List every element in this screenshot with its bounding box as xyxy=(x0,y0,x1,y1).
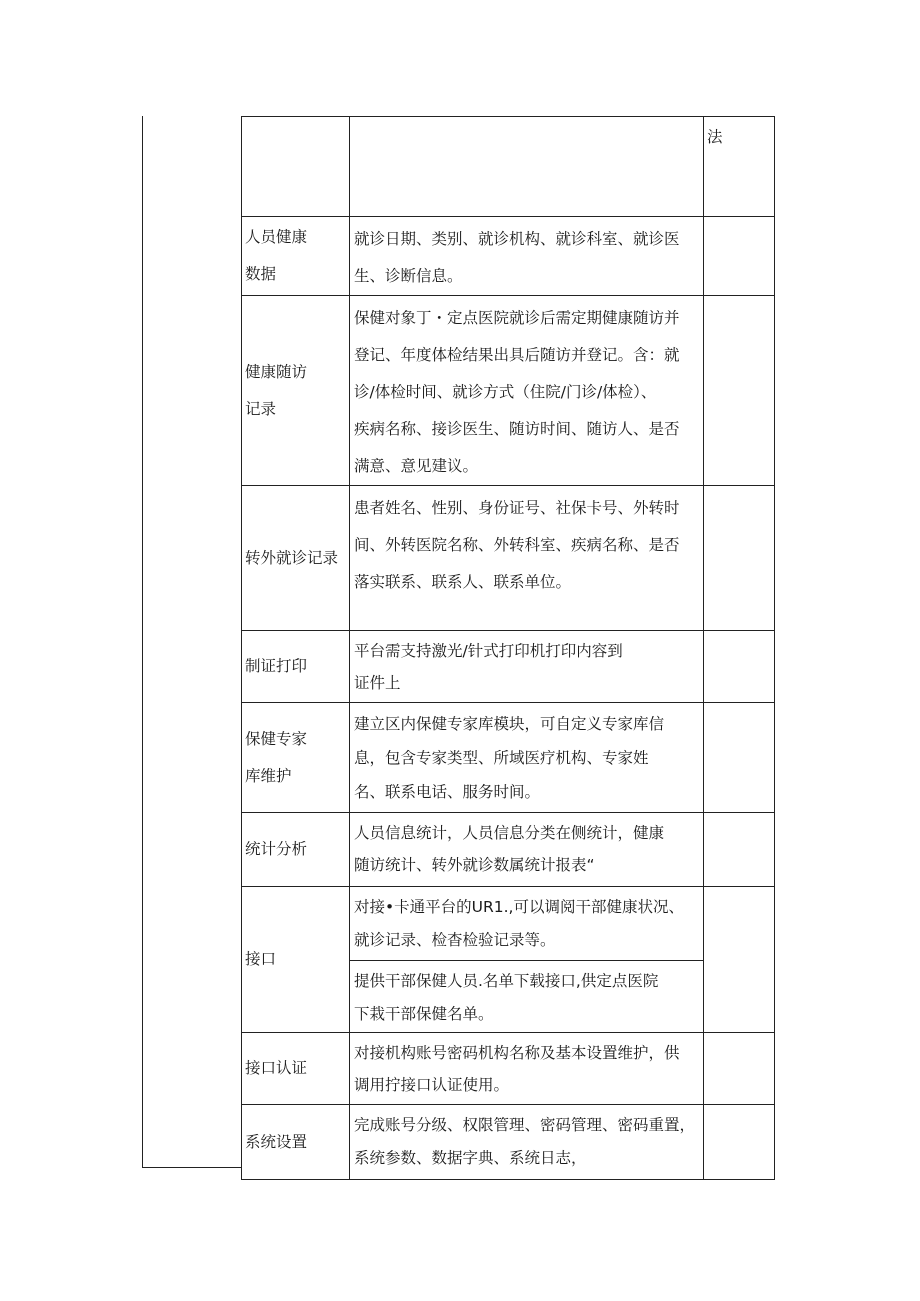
table-row xyxy=(242,813,775,887)
row-description xyxy=(350,486,704,631)
row-note xyxy=(704,703,775,813)
row-description xyxy=(350,217,704,296)
name-line: 库维护 xyxy=(245,766,292,785)
row-name xyxy=(242,703,350,813)
table-row xyxy=(242,486,775,631)
desc-line: 平台需支持激光/针式打印机打印内容到 xyxy=(354,642,623,660)
row-name xyxy=(242,1105,350,1180)
desc-line: 满意、意见建议。 xyxy=(354,457,479,475)
row-note xyxy=(704,813,775,887)
desc-line: 随访统计、转外就诊数属统计报表“ xyxy=(354,856,595,874)
table-row xyxy=(242,703,775,813)
desc-line: 间、外转医院名称、外转科室、疾病名称、是否 xyxy=(354,536,680,554)
desc-line: 下栽干部保健名单。 xyxy=(354,1005,494,1023)
row-description xyxy=(350,887,704,961)
name-line: 接口认证 xyxy=(245,1059,308,1077)
row-name xyxy=(242,296,350,486)
row-note xyxy=(704,217,775,296)
table-row xyxy=(242,1105,775,1180)
table-row xyxy=(242,217,775,296)
desc-line: 证件上 xyxy=(354,674,401,692)
row-name xyxy=(242,887,350,1033)
desc-line: 调用拧接口认证使用。 xyxy=(354,1076,510,1094)
row-name xyxy=(242,1033,350,1105)
row-description xyxy=(350,117,704,217)
desc-line: 诊/体检时间、就诊方式（住院/门诊/体检）、 xyxy=(354,383,657,401)
desc-line: 对接•卡通平台的UR1.,可以调阅干部健康状况、 xyxy=(354,898,684,916)
left-frame-line xyxy=(142,116,143,1168)
row-description xyxy=(350,1033,704,1105)
name-line: 制证打印 xyxy=(245,657,308,675)
desc-line: 生、诊断信息。 xyxy=(354,267,463,285)
table-row xyxy=(242,887,775,961)
row-name xyxy=(242,217,350,296)
row-description xyxy=(350,961,704,1033)
desc-line: 名、联系电话、服务时间。 xyxy=(354,783,541,801)
desc-line: 就诊记录、检杳检验记录等。 xyxy=(354,931,556,949)
desc-line: 息，包含专家类型、所域医疗机构、专家姓 xyxy=(354,749,649,767)
name-line: 系统设置 xyxy=(245,1132,308,1151)
name-line: 转外就诊记录 xyxy=(245,548,339,567)
desc-line: 提供干部保健人员.名单下载接口,供定点医院 xyxy=(354,972,659,990)
bottom-frame-line xyxy=(142,1167,242,1168)
name-line: 人员健康 xyxy=(245,228,308,246)
row-description xyxy=(350,813,704,887)
desc-line: 落实联系、联系人、联系单位。 xyxy=(354,573,572,591)
table-row xyxy=(242,1033,775,1105)
table-row xyxy=(242,631,775,703)
row-name xyxy=(242,117,350,217)
desc-line: 就诊日期、类别、就诊机构、就诊科室、就诊医 xyxy=(354,230,680,248)
desc-line: 疾病名称、接诊医生、随访时间、随访人、是否 xyxy=(354,420,680,438)
desc-line: 患者姓名、性别、身份证号、社保卡号、外转时 xyxy=(354,499,680,517)
requirements-table xyxy=(241,116,775,1180)
row-description xyxy=(350,631,704,703)
desc-line: 对接机构账号密码机构名称及基本设置维护，供 xyxy=(354,1044,680,1062)
row-name xyxy=(242,631,350,703)
name-line: 数据 xyxy=(245,265,277,283)
row-note xyxy=(704,117,775,217)
name-line: 接口 xyxy=(245,950,277,968)
desc-line: 登记、年度体检结果出具后随访并登记。含：就 xyxy=(354,346,680,364)
row-note xyxy=(704,1033,775,1105)
row-note xyxy=(704,296,775,486)
row-note xyxy=(704,1105,775,1180)
table-row xyxy=(242,117,775,217)
name-line: 记录 xyxy=(245,399,277,418)
row-description xyxy=(350,296,704,486)
desc-line: 系统参数、数据字典、系统日志， xyxy=(354,1149,587,1167)
name-line: 健康随访 xyxy=(245,362,308,381)
desc-line: 完成账号分级、权限管理、密码管理、密码重置， xyxy=(354,1116,696,1134)
desc-line: 人员信息统计，人员信息分类在侧统计，健康 xyxy=(354,824,665,842)
row-description xyxy=(350,703,704,813)
row-note xyxy=(704,486,775,631)
desc-line: 保健对象丁・定点医院就诊后需定期健康随访并 xyxy=(354,309,680,327)
name-line: 保健专家 xyxy=(245,729,308,748)
row-note xyxy=(704,887,775,1033)
row-name xyxy=(242,813,350,887)
name-line: 统计分析 xyxy=(245,840,308,858)
row-note xyxy=(704,631,775,703)
row-name xyxy=(242,486,350,631)
desc-line: 建立区内保健专家库模块，可自定义专家库信 xyxy=(354,715,665,733)
row-description xyxy=(350,1105,704,1180)
note-text: 法 xyxy=(707,128,723,146)
table-row xyxy=(242,296,775,486)
